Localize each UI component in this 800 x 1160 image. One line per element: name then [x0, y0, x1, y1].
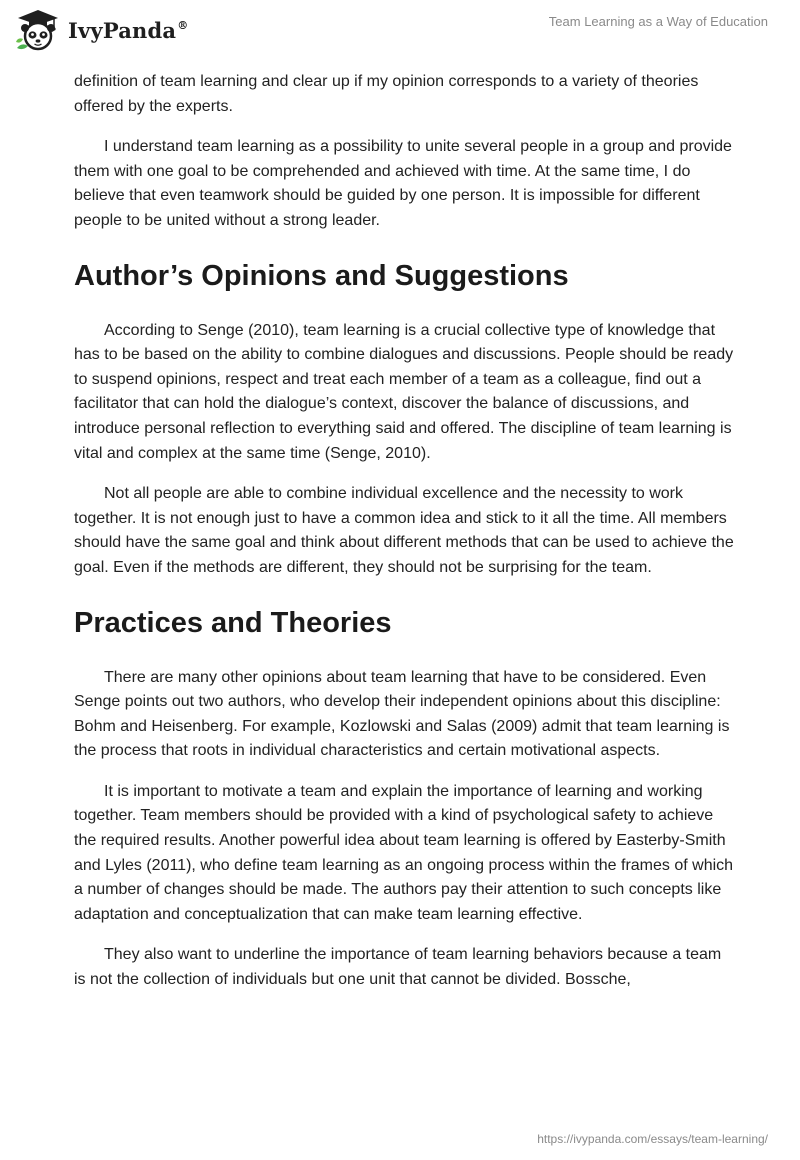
article-body	[74, 70, 734, 993]
brand-name: IvyPanda®	[68, 17, 189, 43]
paragraph-senge: According to Senge (2010), team learning is a crucial collective type of knowledge that has to be based on the ability to combine dialogues and discussions. People should be ready to suspend opinions, respect and treat each member of a team as a colleague, find out a facilitator that can hold the dialogue’s context, discover the balance of discussions, and introduce personal reflection to everything said and offered. The discipline of team learning is vital and complex at the same time (Senge, 2010).	[74, 321, 734, 462]
document-title: Team Learning as a Way of Education	[548, 14, 768, 29]
ivypanda-logo[interactable]	[14, 8, 188, 52]
paragraph-understanding: I understand team learning as a possibility to unite several people in a group and provide them with one goal to be comprehended and achieved with time. At the same time, I do believe that even teamwork should be guided by one person. It is impossible for different people to be united without a strong leader.	[74, 138, 732, 229]
paragraph-motivate-team: It is important to motivate a team and explain the importance of learning and working together. Team members should be provided with a kind of psychological safety to achieve the required results. Another powerful idea about team learning is offered by Easterby-Smith and Lyles (2011), who define team learning as an ongoing process within the frames of which a number of changes should be made. The authors pay their attention to such concepts like adaptation and conceptualization that can make team learning effective.	[74, 782, 734, 923]
paragraph-continuation: definition of team learning and clear up if my opinion corresponds to a variety of theories offered by the experts.	[74, 73, 699, 115]
heading-authors-opinions: Author’s Opinions and Suggestions	[74, 259, 569, 292]
paragraph-individual-excellence: Not all people are able to combine individual excellence and the necessity to work together. It is not enough just to have a common idea and stick to it all the time. All members should have the same goal and think about different methods that can be used to achieve the goal. Even if the methods are different, they should not be surprising for the team.	[74, 485, 734, 576]
heading-practices-theories: Practices and Theories	[74, 606, 392, 639]
panda-graduate-icon	[14, 8, 62, 52]
paragraph-other-opinions: There are many other opinions about team learning that have to be considered. Even Senge points out two authors, who develop their independent opinions about this discipline: Bohm and Heisenberg. For example, Kozlowski and Salas (2009) admit that team learning is the process that roots in individual characteristics and certain motivational aspects.	[74, 668, 730, 760]
page-header	[0, 0, 800, 62]
paragraph-team-behaviors: They also want to underline the importance of team learning behaviors because a team is not the collection of individuals but one unit that cannot be divided. Bossche,	[74, 946, 722, 989]
source-url[interactable]: https://ivypanda.com/essays/team-learning/	[537, 1132, 768, 1146]
registered-mark: ®	[177, 18, 189, 32]
